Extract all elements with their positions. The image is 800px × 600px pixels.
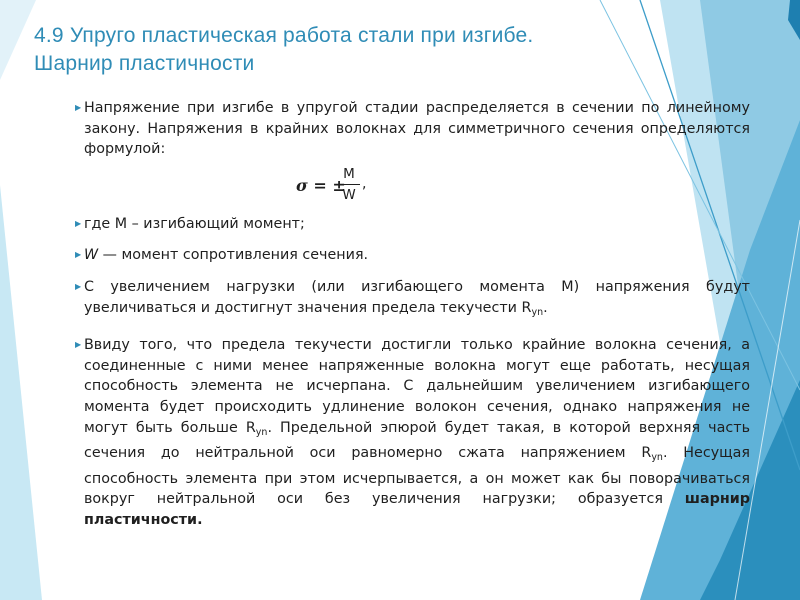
formula-numerator: M	[338, 164, 360, 185]
subscript-yn-1: yn	[255, 426, 268, 438]
variable-w: W	[84, 247, 99, 264]
section-modulus-text: — момент сопротивления сечения.	[98, 247, 369, 264]
formula-comma: ,	[362, 175, 367, 192]
paragraph-section-modulus	[84, 245, 750, 266]
stress-formula	[84, 164, 750, 210]
load-increase-text: С увеличением нагрузки (или изгибающего момента М) напряжения будут увеличиваться и достигнут значения предела текучести R	[84, 278, 750, 316]
plastic-hinge-term: шарнир пластичности.	[84, 491, 750, 528]
plastic-hinge-text-c: . Несущая способность элемента при этом исчерпывается, а он может как бы поворачиваться вокруг нейтральной оси без увеличения нагрузки; образуется	[84, 445, 750, 508]
slide-title-line-1: 4.9 Упруго пластическая работа стали при изгибе.	[34, 24, 534, 47]
paragraph-load-increase	[84, 277, 750, 323]
slide-title	[34, 22, 734, 78]
subscript-yn: yn	[531, 306, 544, 318]
load-increase-end: .	[543, 299, 548, 316]
formula-denominator: W	[342, 186, 356, 203]
formula-sigma: σ = ±	[296, 175, 346, 195]
paragraph-plastic-hinge	[84, 335, 750, 530]
plastic-hinge-text-a: Ввиду того, что предела текучести достигли только крайние волокна сечения, а соединенные с ними менее напряженные волокна могут еще работать, несущая способность элемента не исчерпана. С дальнейшим увеличением изгибающего момента будет происходить удлинение волокон сечения, однако напряжения не могут быть больше R	[84, 337, 750, 436]
subscript-yn-2: yn	[651, 452, 663, 464]
left-decor-shape-mid	[0, 185, 42, 600]
formula-fraction	[338, 164, 360, 205]
left-decor-shape-light	[0, 0, 36, 80]
paragraph-stress-distribution: ▶ Напряжение при изгибе в упругой стадии распределяется в сечении по линейному закону. Напряжения в крайних волокнах для симметричного сечения определяются формулой:	[84, 98, 750, 160]
slide-title-line-2: Шарнир пластичности	[34, 52, 255, 75]
plastic-hinge-text-b: . Предельной эпюрой будет такая, в которой верхняя часть сечения до нейтральной оси равномерно сжата напряжением R	[84, 419, 750, 462]
slide-body	[84, 98, 750, 531]
paragraph-moment-definition: ▶ где M – изгибающий момент;	[84, 214, 750, 235]
